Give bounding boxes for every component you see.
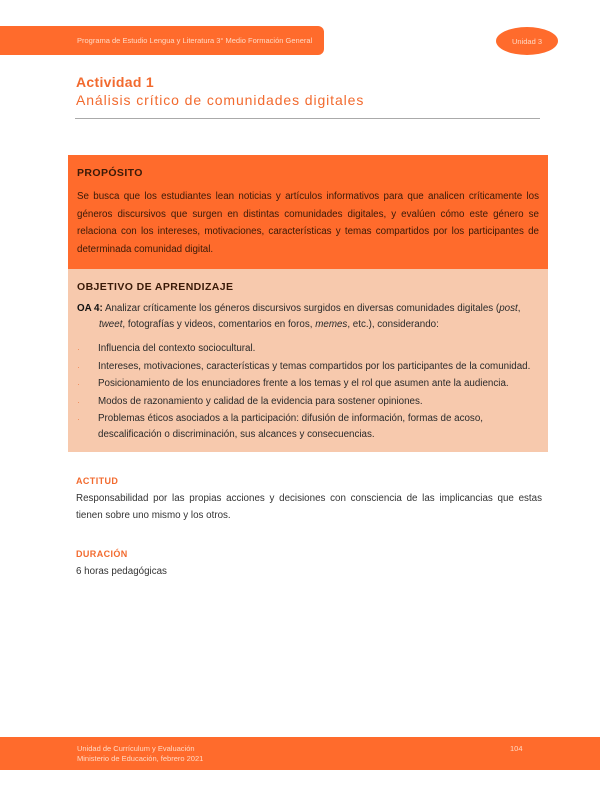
list-item — [77, 341, 539, 357]
criteria-text: Intereses, motivaciones, características y temas compartidos por los participantes de la comunidad. — [98, 360, 531, 372]
list-item — [77, 411, 539, 443]
bullet-icon: · — [77, 396, 80, 407]
objective-text: , — [517, 303, 521, 314]
purpose-heading: PROPÓSITO — [77, 167, 143, 179]
header-program-bar — [0, 26, 324, 55]
objective-heading: OBJETIVO DE APRENDIZAJE — [77, 281, 234, 293]
criteria-text: Modos de razonamiento y calidad de la evidencia para sostener opiniones. — [98, 395, 423, 407]
bullet-icon: · — [77, 379, 80, 389]
objective-statement — [77, 301, 539, 333]
duration-heading: DURACIÓN — [76, 549, 128, 559]
purpose-text: Se busca que los estudiantes lean noticias y artículos informativos para que analicen críticamente los géneros discursivos que surgen en distintas comunidades digitales, y evalúen cómo este género se relaciona con los intereses, motivaciones, características y temas compartidos por los participantes de determinada comunidad digital. — [77, 191, 539, 255]
criteria-text: Posicionamiento de los enunciadores frente a los temas y el rol que asumen ante la audiencia. — [98, 378, 509, 389]
list-item — [77, 376, 539, 392]
activity-heading — [76, 74, 364, 108]
objective-text: , fotografías y videos, comentarios en foros, — [122, 319, 316, 330]
title-divider — [75, 118, 540, 119]
purpose-section — [68, 155, 548, 269]
footer-line-2: Ministerio de Educación, febrero 2021 — [77, 754, 204, 763]
duration-section — [76, 549, 167, 577]
activity-label: Actividad 1 — [76, 74, 154, 90]
objective-text: , etc.), considerando: — [347, 319, 439, 330]
footer-bar — [0, 737, 600, 770]
activity-title: Análisis crítico de comunidades digitales — [76, 92, 365, 108]
criteria-text: Influencia del contexto sociocultural. — [98, 343, 256, 354]
bullet-icon: · — [77, 361, 80, 372]
criteria-text: Problemas éticos asociados a la participación: difusión de información, formas de acoso, descalificación o discriminación, sus alcances y consecuencias. — [98, 413, 484, 440]
footer-credits — [77, 744, 203, 764]
objective-section — [68, 269, 548, 452]
criteria-list — [77, 341, 539, 443]
attitude-heading: ACTITUD — [76, 476, 119, 486]
objective-text: Analizar críticamente los géneros discursivos surgidos en diversas comunidades digitales ( — [102, 303, 500, 314]
footer-line-1: Unidad de Currículum y Evaluación — [77, 744, 195, 753]
attitude-text: Responsabilidad por las propias acciones y decisiones con consciencia de las implicancias que estas tienen sobre uno mismo y los otros. — [76, 493, 542, 521]
unit-badge: Unidad 3 — [496, 27, 558, 55]
list-item — [77, 359, 539, 375]
list-item — [77, 394, 539, 410]
bullet-icon: · — [77, 414, 80, 424]
objective-code: OA 4: — [77, 303, 103, 314]
objective-italic-term: tweet — [99, 319, 123, 330]
attitude-section — [76, 476, 542, 524]
duration-text: 6 horas pedagógicas — [76, 566, 167, 577]
program-title: Programa de Estudio Lengua y Literatura 3° Medio Formación General — [77, 36, 313, 45]
objective-italic-term: memes — [315, 319, 348, 330]
page-number: 104 — [510, 744, 523, 753]
bullet-icon: · — [77, 344, 80, 354]
objective-italic-term: post — [499, 303, 518, 314]
